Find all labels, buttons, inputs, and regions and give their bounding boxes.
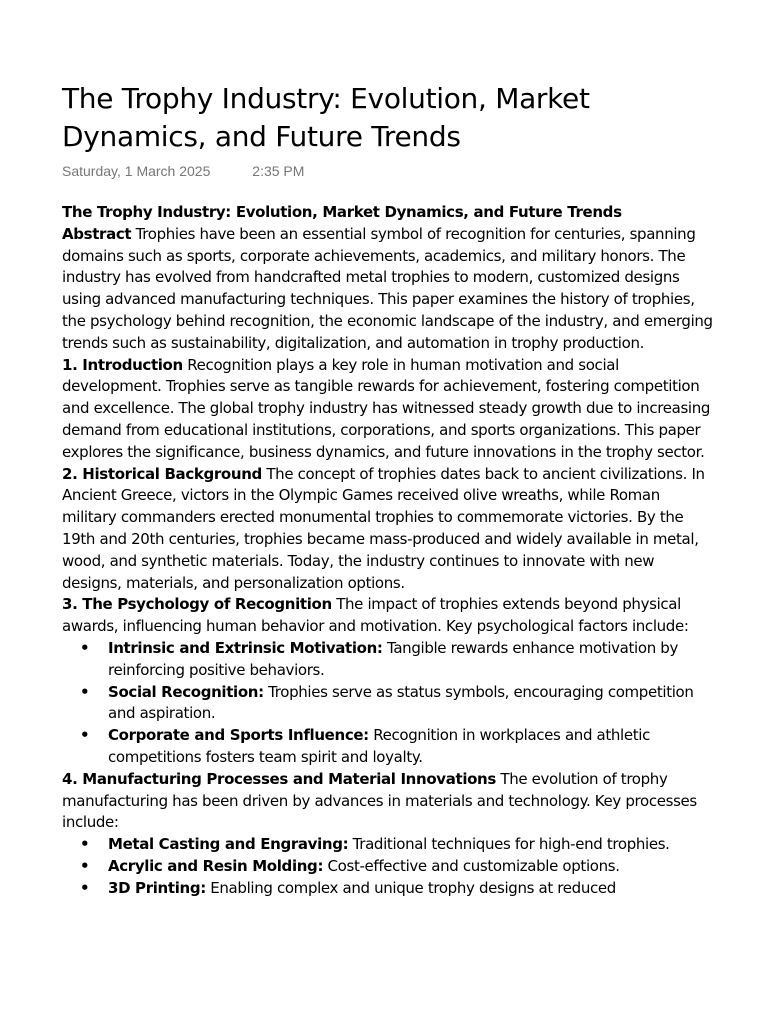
list-item-term: Corporate and Sports Influence: — [108, 726, 369, 745]
abstract-heading: Abstract — [62, 224, 132, 243]
list-item — [62, 725, 717, 769]
bullet-icon: • — [80, 856, 90, 875]
list-item-text: Tangible rewards enhance motivation by reinforcing positive behaviors. — [108, 638, 678, 679]
page-title: The Trophy Industry: Evolution, Market Dynamics, and Future Trends — [62, 82, 590, 153]
history-text: The concept of trophies dates back to ancient civilizations. In Ancient Greece, victors in the Olympic Games received olive wreaths, while Roman military commanders erected monumental trophies to commemorate victories. By the 19th and 20th centuries, trophies became mass-produced and widely available in metal, wood, and synthetic materials. Today, the industry continues to innovate with new designs, materials, and personalization options. — [62, 464, 705, 592]
note-body — [62, 202, 717, 950]
psychology-text: The impact of trophies extends beyond physical awards, influencing human behavior and motivation. Key psychological factors include: — [62, 595, 689, 636]
bullet-icon: • — [80, 726, 90, 745]
psychology-heading: 3. The Psychology of Recognition — [62, 595, 332, 614]
note-date: Saturday, 1 March 2025 — [62, 163, 211, 179]
introduction-paragraph — [62, 355, 717, 464]
list-item — [62, 856, 717, 878]
list-item — [62, 878, 717, 900]
list-item-term: 3D Printing: — [108, 878, 206, 897]
note-meta — [62, 162, 722, 180]
list-item — [62, 834, 717, 856]
abstract-paragraph — [62, 224, 717, 355]
bullet-icon: • — [80, 682, 90, 701]
list-item — [62, 638, 717, 682]
list-item-term: Social Recognition: — [108, 682, 264, 701]
list-item-text: Enabling complex and unique trophy designs at reduced — [205, 878, 616, 897]
list-item-text: Trophies serve as status symbols, encouraging competition and aspiration. — [108, 682, 694, 723]
note-header — [62, 80, 722, 180]
list-item-term: Intrinsic and Extrinsic Motivation: — [108, 638, 383, 657]
list-item-text: Recognition in workplaces and athletic competitions fosters team spirit and loyalty. — [108, 726, 651, 766]
list-item-text: Traditional techniques for high-end trophies. — [348, 835, 670, 854]
psychology-list — [62, 638, 717, 769]
list-item-term: Metal Casting and Engraving: — [108, 835, 349, 854]
list-item-text: Cost-effective and customizable options. — [323, 856, 620, 875]
document-title-text: The Trophy Industry: Evolution, Market Dynamics, and Future Trends — [62, 203, 622, 221]
document-title — [62, 202, 717, 224]
introduction-heading: 1. Introduction — [62, 355, 183, 374]
bullet-icon: • — [80, 835, 90, 854]
list-item — [62, 682, 717, 726]
history-heading: 2. Historical Background — [62, 464, 262, 483]
bullet-icon: • — [80, 638, 90, 657]
manufacturing-list — [62, 834, 717, 899]
psychology-paragraph — [62, 594, 717, 638]
introduction-text: Recognition plays a key role in human motivation and social development. Trophies serve as tangible rewards for achievement, fostering competition and excellence. The global trophy industry has witnessed steady growth due to increasing demand from educational institutions, corporations, and sports organizations. This paper explores the significance, business dynamics, and future innovations in the trophy sector. — [62, 355, 711, 461]
history-paragraph — [62, 464, 717, 595]
abstract-text: Trophies have been an essential symbol of recognition for centuries, spanning domains such as sports, corporate achievements, academics, and military honors. The industry has evolved from handcrafted metal trophies to modern, customized designs using advanced manufacturing techniques. This paper examines the history of trophies, the psychology behind recognition, the economic landscape of the industry, and emerging trends such as sustainability, digitalization, and automation in trophy production. — [62, 224, 713, 352]
bullet-icon: • — [80, 878, 90, 897]
manufacturing-paragraph — [62, 769, 717, 834]
manufacturing-text: The evolution of trophy manufacturing has been driven by advances in materials and technology. Key processes include: — [62, 769, 697, 832]
manufacturing-heading: 4. Manufacturing Processes and Material Innovations — [62, 769, 496, 788]
list-item-term: Acrylic and Resin Molding: — [108, 856, 324, 875]
note-time: 2:35 PM — [252, 163, 305, 179]
